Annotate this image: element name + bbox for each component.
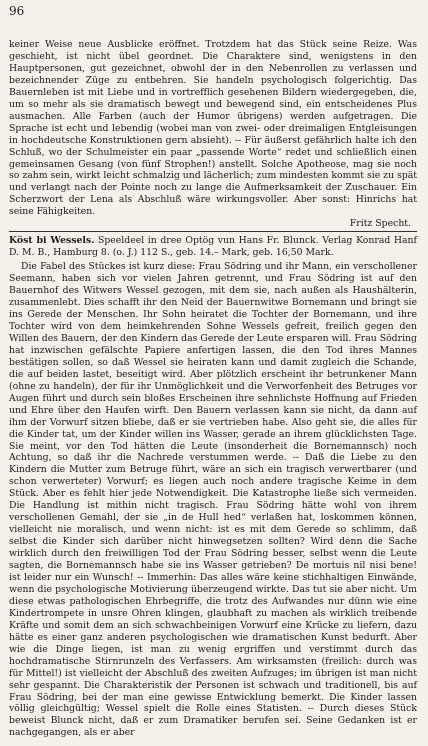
page-number: 96	[9, 4, 25, 18]
reviewer-signature: Fritz Specht.	[349, 218, 411, 230]
review-heading	[9, 235, 417, 259]
review-bibliographic-info: Speeldeel in dree Optög vun Hans Fr. Blunck. Verlag Konrad Hanf D. M. B., Hamburg 8. (o. J.) 112 S., geb. 14.– Mark, geb. 16,50 Mark.	[9, 235, 417, 259]
section-divider	[9, 231, 417, 232]
review-title: Köst bi Wessels.	[9, 235, 95, 247]
review-body-paragraph: Die Fabel des Stückes ist kurz diese: Frau Södring und ihr Mann, ein verschollener Seemann, haben sich vor vielen Jahren getrennt, und Frau Södring ist auf den Bauernhof des Witwers Wessel gezogen, mit dem sie, nach außen als Haushälterin, zusammenlebt. Dies schafft ihr den Neid der Bauernwitwe Bornemann und bringt sie ins Gerede der Menschen. Ihr Sohn heiratet die Tochter der Bornemann, und ihre Tochter wird von dem heimkehrenden Sohne Wessels gefreit, freilich gegen den Willen des Bauern, der den Kindern das Gerede der Leute ersparen will. Frau Södring hat inzwischen gefälschte Papiere anfertigen lassen, die den Tod ihres Mannes bestätigen sollen, so daß Wessel sie heiraten kann und damit zugleich die Schande, die auf beiden lastet, beseitigt wird. Aber plötzlich erscheint ihr betrunkener Mann (ohne zu handeln), der für ihr Unmöglichkeit und die Verworfenheit des Betruges vor Augen führt und durch sein bloßes Erscheinen ihre sehnlichste Hoffnung auf Frieden und Ehre über den Haufen wirft. Den Bauern verlassen kann sie nicht, da dann auf ihm der Vorwurf sitzen bliebe, daß er sie vertrieben habe. Also geht sie, die alles für die Kinder tat, um der Kinder willen ins Wasser, gerade an ihrem glücklichsten Tage. Sie meint, vor den Tod hätten die Leute (insonderheit die Bornemannsch) noch Achtung, so daß ihr die Nachrede verstummen werde. -- Daß die Liebe zu den Kindern die Mutter zum Betruge führt, wäre an sich ein tragisch verwertbarer (und schon verwerteter) Vorwurf; es liegen auch noch andere tragische Keime in dem Stück. Aber es fehlt hier jede Notwendigkeit. Die Katastrophe ließe sich vermeiden. Die Handlung ist mithin nicht tragisch. Frau Södring hätte wohl von ihrem verschollenen Gemahl, der sie „in de Hull hed“ verlaßen hat, loskommen können, vielleicht nie moralisch, und wenn nicht: ist es mit dem Gerede so schlimm, daß selbst die Kinder sich darüber nicht hinwegsetzen sollten? Wird denn die Sache wirklich durch den freiwilligen Tod der Frau Södring besser, selbst wenn die Leute sagten, die Bornemannsch habe sie ins Wasser getrieben? De mortuis nil nisi bene! ist leider nur ein Wunsch! -- Immerhin: Das alles wäre keine stichhaltigen Einwände, wenn die psychologische Motivierung überzeugend wirkte. Das tut sie aber nicht. Um diese etwas pathologischen Ehrbegriffe, die trotz des Aufwandes nur dünn wie eine Kindertrompete in unsre Ohren klingen, glaubhaft zu machen als wirklich treibende Kräfte und somit dem an sich schwachbeinigen Vorwurf eine Krücke zu liefern, dazu hätte es einer ganz anderen psychologischen wie dramatischen Kunst bedurft. Aber wie die Dinge liegen, ist man zu wenig ergriffen und verstimmt durch das hochdramatische Stirnrunzeln des Verfassers. Am wirksamsten (freilich: durch was für Mittel!) ist vielleicht der Abschluß des zweiten Aufzuges; im übrigen ist man nicht sehr gespannt. Die Charakteristik der Personen ist schwach und traditionell, bis auf Frau Södring, bei der man eine gewisse Entwicklung bemerkt. Die Kinder lassen völlig gleichgültig; Wessel spielt die Rolle eines Statisten. -- Durch dieses Stück beweist Blunck nicht, daß er zum Dramatiker berufen sei. Seine Gedanken ist er nachgegangen, als er aber	[9, 261, 417, 739]
review-hinrichs-conclusion: keiner Weise neue Ausblicke eröffnet. Trotzdem hat das Stück seine Reize. Was geschieht, ist nicht übel geordnet. Die Charaktere sind, wenigstens in den Hauptpersonen, gut gezeichnet, obwohl der in den Nebenrollen zu verlassen und bezeichnender Züge zu entbehren. Sie handeln psychologisch folgerichtig. Das Bauernleben ist mit Liebe und in vortrefflich gesehenen Bildern wiedergegeben, die, um so mehr als sie dramatisch bewegt und bewegend sind, ein entscheidenes Plus ausmachen. Alle Farben (auch der Humor übrigens) werden aufgetragen. Die Sprache ist echt und lebendig (wobei man von zwei- oder dreimaligen Entgleisungen in hochdeutsche Konstruktionen gern absieht). -- Für äußerst gefährlich halte ich den Schluß, wo der Schulmeister ein paar „passende Worte“ redet und schließlich einen gemeinsamen Gesang (von fünf Strophen!) anstellt. Solche Apotheose, mag sie noch so zahm sein, wirkt leicht schmalzig und lächerlich; zum mindesten kommt sie zu spät und verlangt nach der Pointe noch zu lange die Aufmerksamkeit der Zuschauer. Ein Scherzwort der Lena als Abschluß wäre wirkungsvoller. Aber sonst: Hinrichs hat seine Fähigkeiten.	[9, 39, 417, 218]
